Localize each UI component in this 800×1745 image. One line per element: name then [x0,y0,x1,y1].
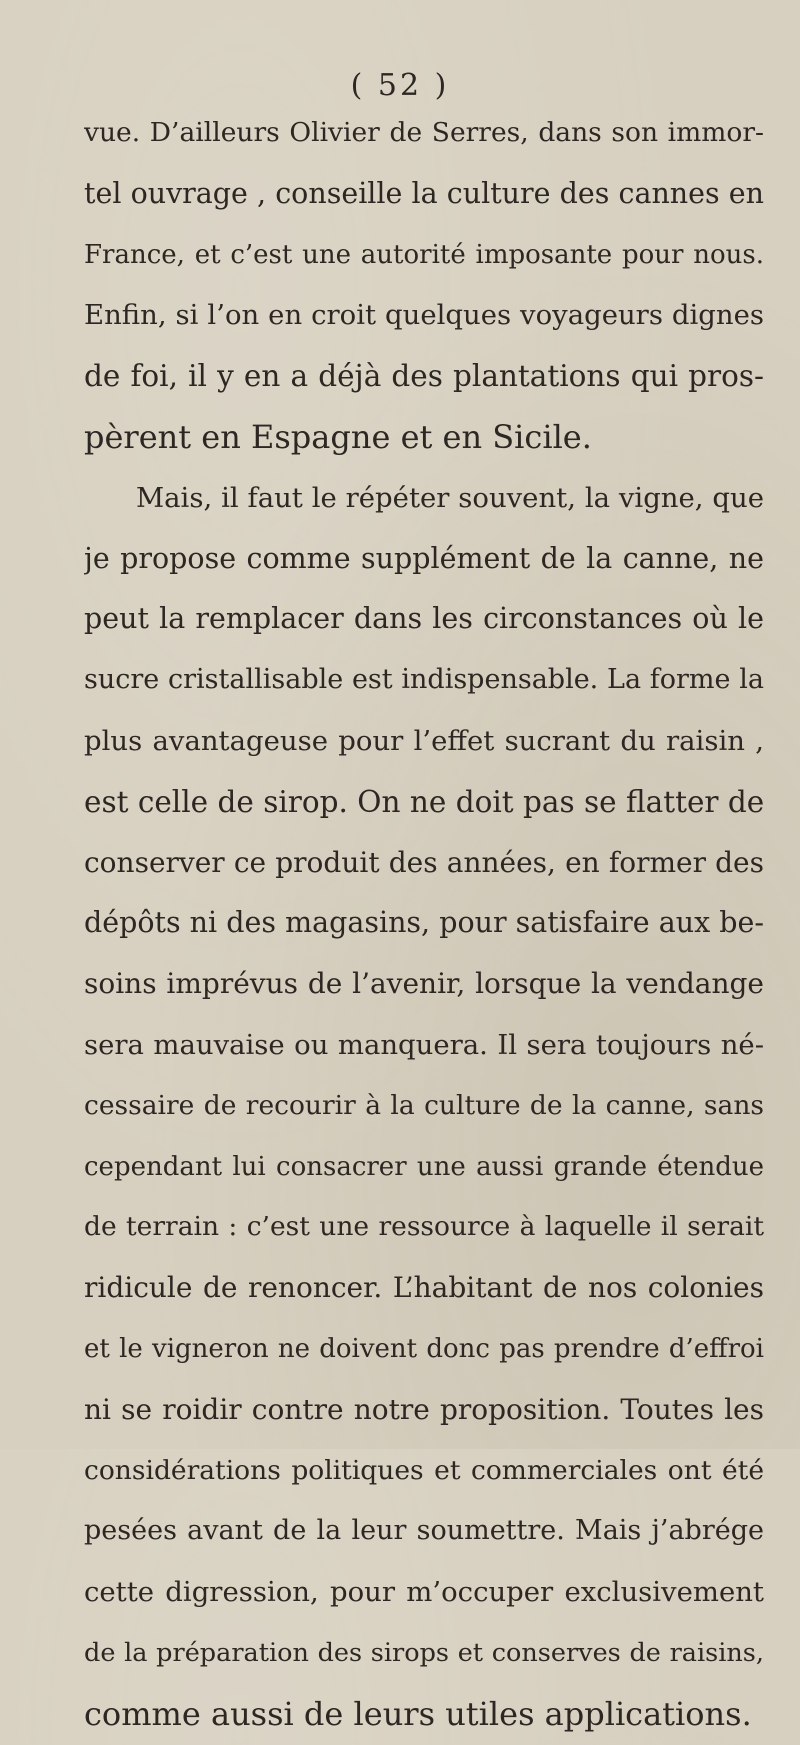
text-line: plus avantageuse pour l’effet sucrant du raisin , [84,724,764,757]
text-line: et le vigneron ne doivent donc pas prendre d’effroi [84,1333,764,1364]
text-line: pesées avant de la leur soumettre. Mais j’abrége [84,1515,764,1547]
text-line: de foi, il y en a déjà des plantations qui pros- [84,359,764,394]
text-line: je propose comme supplément de la canne, ne [84,541,764,575]
text-line: vue. D’ailleurs Olivier de Serres, dans son immor- [84,117,764,148]
text-line: soins imprévus de l’avenir, lorsque la vendange [84,967,764,1001]
text-line: sucre cristallisable est indispensable. La forme la [84,664,764,696]
text-line: pèrent en Espagne et en Sicile. [84,417,592,456]
text-line: conserver ce produit des années, en former des [84,845,764,879]
text-line: Enfin, si l’on en croit quelques voyageurs dignes [84,299,764,332]
text-line: ridicule de renoncer. L’habitant de nos colonies [84,1271,764,1305]
text-line: considérations politiques et commerciales ont été [84,1454,764,1486]
text-line: peut la remplacer dans les circonstances où le [84,602,764,636]
text-line: cessaire de recourir à la culture de la canne, sans [84,1089,764,1121]
text-line: de terrain : c’est une ressource à laquelle il serait [84,1211,764,1243]
text-line: de la préparation des sirops et conserves de raisins, [84,1637,764,1668]
text-line: comme aussi de leurs utiles applications. [84,1694,752,1733]
text-line: cette digression, pour m’occuper exclusivement [84,1576,764,1609]
text-line: est celle de sirop. On ne doit pas se flatter de [84,784,764,819]
body-text [84,103,764,1745]
text-line: cependant lui consacrer une aussi grande étendue [84,1151,764,1182]
text-line: ni se roidir contre notre proposition. Toutes les [84,1392,764,1426]
text-line: dépôts ni des magasins, pour satisfaire aux be- [84,906,764,940]
page-number: ( 52 ) [350,68,450,103]
text-line: tel ouvrage , conseille la culture des cannes en [84,176,764,210]
text-line: sera mauvaise ou manquera. Il sera toujours né- [84,1028,764,1061]
text-line: Mais, il faut le répéter souvent, la vigne, que [136,481,764,514]
text-line: France, et c’est une autorité imposante pour nous. [84,239,764,270]
